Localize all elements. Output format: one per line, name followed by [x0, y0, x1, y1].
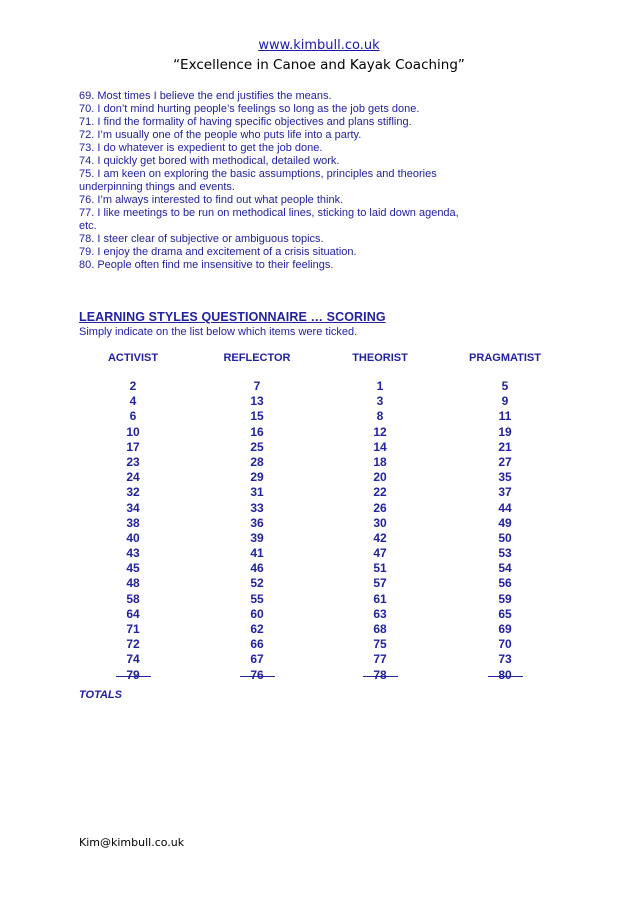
score-item-number: 49: [498, 515, 512, 530]
list-item: 79. I enjoy the drama and excitement of a crisis situation.: [79, 246, 357, 258]
score-item-number: 59: [498, 591, 512, 606]
score-item-number: 25: [250, 439, 264, 454]
score-item-number: 16: [250, 424, 264, 439]
scoring-title: LEARNING STYLES QUESTIONNAIRE … SCORING: [79, 310, 386, 324]
list-item: 73. I do whatever is expedient to get the job done.: [79, 142, 323, 154]
score-item-number: 2: [129, 379, 137, 393]
footer-email: Kim@kimbull.co.uk: [79, 836, 185, 849]
score-item-number: 52: [250, 576, 264, 591]
score-item-number: 1: [376, 379, 384, 393]
score-item-number: 51: [373, 561, 387, 576]
score-item-number: 44: [498, 500, 512, 515]
score-item-number: 13: [250, 394, 264, 409]
score-item-number: 38: [126, 515, 140, 530]
score-item-number: 75: [373, 637, 387, 652]
list-item: 69. Most times I believe the end justifies the means.: [79, 90, 332, 102]
score-item-number: 62: [250, 622, 264, 636]
pragmatist-column: [475, 379, 535, 683]
score-item-number: 28: [250, 454, 264, 469]
scoring-instruction: Simply indicate on the list below which items were ticked.: [79, 326, 358, 338]
score-item-number: 46: [250, 561, 264, 576]
score-item-number: 37: [498, 485, 512, 500]
list-item: 80. People often find me insensitive to their feelings.: [79, 259, 334, 271]
score-item-number: 36: [250, 515, 264, 530]
score-item-number: 54: [498, 561, 512, 576]
score-item-number: 48: [126, 576, 140, 591]
score-item-number: 15: [250, 409, 264, 424]
score-item-number: 26: [373, 500, 387, 515]
score-item-number: 39: [250, 530, 264, 545]
score-item-number: 45: [126, 561, 140, 576]
totals-label: TOTALS: [79, 689, 122, 701]
column-heading-activist: ACTIVIST: [107, 352, 159, 364]
score-item-number: 18: [373, 454, 387, 469]
list-item: 70. I don’t mind hurting people’s feelings so long as the job gets done.: [79, 103, 420, 115]
score-item-number: 74: [126, 652, 140, 667]
pragmatist-total-line: [488, 676, 523, 677]
score-item-number: 24: [126, 470, 140, 485]
score-item-number: 63: [373, 606, 387, 621]
score-item-number: 65: [498, 606, 512, 621]
score-item-number: 42: [373, 530, 387, 545]
list-item: 71. I find the formality of having specific objectives and plans stifling.: [79, 116, 412, 128]
score-item-number: 80: [498, 667, 512, 682]
score-item-number: 57: [373, 576, 387, 591]
website-link[interactable]: www.kimbull.co.uk: [258, 38, 380, 53]
score-item-number: 67: [250, 652, 264, 667]
score-item-number: 23: [126, 454, 140, 469]
activist-total-line: [116, 676, 151, 677]
score-item-number: 30: [373, 515, 387, 530]
score-item-number: 47: [373, 546, 387, 561]
score-item-number: 19: [498, 424, 512, 439]
score-item-number: 61: [373, 591, 387, 606]
score-item-number: 20: [373, 470, 387, 485]
theorist-total-line: [363, 676, 398, 677]
list-item: 77. I like meetings to be run on methodical lines, sticking to laid down agenda, etc.: [79, 207, 459, 232]
score-item-number: 34: [126, 500, 140, 515]
score-item-number: 29: [250, 470, 264, 485]
score-item-number: 12: [373, 424, 387, 439]
score-item-number: 17: [126, 439, 140, 454]
score-item-number: 77: [373, 652, 387, 667]
score-item-number: 6: [129, 409, 137, 424]
score-item-number: 71: [126, 622, 140, 636]
score-item-number: 69: [498, 622, 512, 636]
score-item-number: 60: [250, 606, 264, 621]
score-item-number: 68: [373, 622, 387, 636]
score-item-number: 22: [373, 485, 387, 500]
score-item-number: 14: [373, 439, 387, 454]
score-item-number: 11: [498, 409, 512, 424]
score-item-number: 78: [373, 667, 387, 682]
score-item-number: 31: [250, 485, 264, 500]
score-item-number: 5: [501, 379, 509, 393]
score-item-number: 40: [126, 530, 140, 545]
score-item-number: 35: [498, 470, 512, 485]
activist-column: [103, 379, 163, 683]
score-item-number: 4: [129, 394, 137, 409]
score-item-number: 66: [250, 637, 264, 652]
score-item-number: 7: [253, 379, 261, 393]
list-item: 76. I’m always interested to find out what people think.: [79, 194, 344, 206]
header-tagline: “Excellence in Canoe and Kayak Coaching”: [173, 57, 465, 73]
score-item-number: 73: [498, 652, 512, 667]
score-item-number: 56: [498, 576, 512, 591]
score-item-number: 33: [250, 500, 264, 515]
column-heading-pragmatist: PRAGMATIST: [469, 352, 541, 364]
reflector-column: [227, 379, 287, 683]
score-item-number: 64: [126, 606, 140, 621]
score-item-number: 79: [126, 667, 140, 682]
list-item: 74. I quickly get bored with methodical, detailed work.: [79, 155, 340, 167]
score-item-number: 53: [498, 546, 512, 561]
column-heading-reflector: REFLECTOR: [223, 352, 291, 364]
score-item-number: 58: [126, 591, 140, 606]
score-item-number: 50: [498, 530, 512, 545]
list-item: 75. I am keen on exploring the basic assumptions, principles and theories underpinning things and events.: [79, 168, 437, 193]
score-item-number: 55: [250, 591, 264, 606]
questionnaire-items: [79, 90, 479, 272]
score-item-number: 21: [498, 439, 512, 454]
score-item-number: 43: [126, 546, 140, 561]
score-item-number: 32: [126, 485, 140, 500]
score-item-number: 76: [250, 667, 264, 682]
theorist-column: [350, 379, 410, 683]
score-item-number: 27: [498, 454, 512, 469]
score-item-number: 10: [126, 424, 140, 439]
score-item-number: 3: [376, 394, 384, 409]
score-item-number: 9: [501, 394, 509, 409]
list-item: 72. I’m usually one of the people who puts life into a party.: [79, 129, 362, 141]
score-item-number: 70: [498, 637, 512, 652]
score-item-number: 72: [126, 637, 140, 652]
column-heading-theorist: THEORIST: [352, 352, 408, 364]
list-item: 78. I steer clear of subjective or ambiguous topics.: [79, 233, 324, 245]
reflector-total-line: [240, 676, 275, 677]
score-item-number: 8: [376, 409, 384, 424]
score-item-number: 41: [250, 546, 264, 561]
